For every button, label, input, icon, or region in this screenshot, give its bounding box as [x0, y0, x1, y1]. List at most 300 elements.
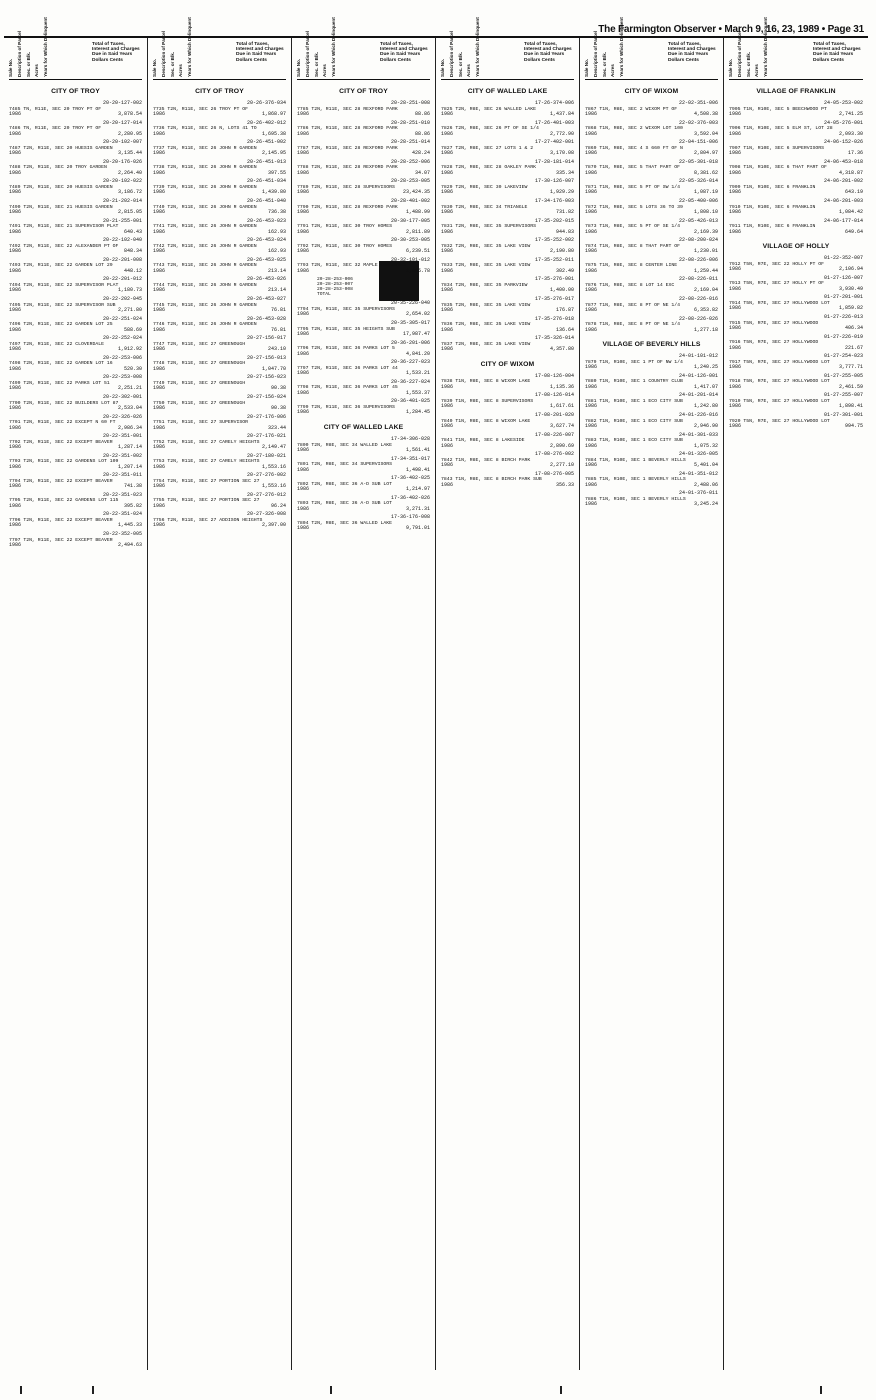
- parcel-id: 17-08-126-014: [534, 392, 574, 399]
- delinquent-year: 1986: [441, 287, 454, 294]
- delinquent-year: 1986: [585, 501, 598, 508]
- header-label: Description of Parcel: [736, 31, 742, 77]
- parcel-id: 22-08-226-026: [678, 315, 718, 322]
- parcel-id: 01-27-126-007: [823, 274, 863, 281]
- parcel-entry: [297, 140, 430, 157]
- parcel-description: 7485 TN, R11E, SEC 20 TROY PT OF: [9, 106, 102, 112]
- delinquent-year: 1986: [9, 287, 22, 294]
- delinquent-year: 1986: [153, 326, 166, 333]
- municipality-heading: CITY OF WALLED LAKE: [323, 423, 404, 431]
- parcel-description: 7705 T2N, R11E, SEC 22 GARDENS LOT 115: [9, 498, 119, 504]
- parcel-amount-row: [297, 190, 430, 196]
- delinquent-year: 1986: [441, 189, 454, 196]
- amount-due: 3,592.04: [693, 130, 718, 137]
- delinquent-year: 1986: [441, 346, 454, 353]
- parcel-description: 7914 T5N, R7E, SEC 27 HOLLYWOOD LOT: [729, 300, 830, 306]
- parcel-description: 7919 T5N, R7E, SEC 27 HOLLYWOOD LOT: [729, 398, 830, 404]
- delinquent-year: 1986: [585, 383, 598, 390]
- parcel-id: 20-22-326-026: [102, 413, 142, 420]
- parcel-id: 20-20-102-022: [102, 178, 142, 185]
- parcel-id: 01-27-201-001: [823, 294, 863, 301]
- delinquent-year: 1986: [9, 228, 22, 235]
- delinquent-year: 1986: [297, 111, 310, 117]
- parcel-entry: [585, 238, 718, 255]
- delinquent-year: 1986: [9, 444, 22, 451]
- parcel-amount-row: [9, 308, 142, 314]
- parcel-entry: [153, 258, 286, 275]
- parcel-id: 20-32-101-012: [390, 256, 430, 263]
- parcel-id-line: TOTAL: [317, 292, 331, 298]
- parcel-description: 7906 T1N, R10E, SEC 5 ELM ST, LOT 28: [729, 126, 833, 132]
- delinquent-year: 1986: [585, 287, 598, 294]
- amount-due: 2,169.39: [693, 228, 718, 235]
- parcel-description: 7803 T2N, R8E, SEC 36 A-D SUB LOT: [297, 501, 392, 507]
- amount-due: 2,169.04: [693, 287, 718, 294]
- parcel-amount-row: [441, 132, 574, 138]
- parcel-entry: [585, 258, 718, 275]
- delinquent-year: 1986: [9, 365, 22, 372]
- amount-due: 2,494.63: [117, 542, 142, 549]
- parcel-id: 17-30-126-007: [534, 178, 574, 185]
- header-label: Sale No.: [440, 58, 445, 77]
- delinquent-year: 1986: [585, 169, 598, 176]
- amount-due: 136.64: [555, 326, 574, 333]
- parcel-id: 01-27-255-005: [823, 372, 863, 379]
- parcel-entry: [441, 297, 574, 314]
- parcel-amount-row: [729, 365, 863, 371]
- parcel-description: 7905 T1N, R10E, SEC 5 BEECHWOOD PT: [729, 106, 827, 112]
- parcel-description: 7909 T1N, R10E, SEC 6 FRANKLIN: [729, 184, 816, 190]
- parcel-amount-row: [297, 249, 430, 255]
- parcel-id: 22-08-226-011: [678, 276, 718, 283]
- delinquent-year: 1986: [297, 505, 310, 512]
- parcel-id: 20-27-276-012: [246, 491, 286, 498]
- amount-due: 323.44: [267, 424, 286, 431]
- amount-due: 88.86: [414, 130, 430, 137]
- parcel-id: 20-35-226-040: [390, 300, 430, 307]
- parcel-entry: [441, 179, 574, 196]
- amount-due: 848.34: [123, 248, 142, 255]
- amount-due: 1,808.10: [693, 208, 718, 215]
- parcel-entry: [297, 496, 430, 513]
- parcel-entry: [9, 493, 142, 510]
- parcel-amount-row: [153, 132, 286, 138]
- parcel-id: 17-08-126-004: [534, 372, 574, 379]
- parcel-amount-row: [441, 444, 574, 450]
- parcel-amount-row: [729, 230, 863, 236]
- parcel-amount-row: [9, 386, 142, 392]
- parcel-description: 7756 T2N, R11E, SEC 27 ADDISON HEIGHTS: [153, 518, 263, 524]
- crop-mark: [560, 1386, 562, 1394]
- parcel-description: 7788 T2N, R11E, SEC 28 REXFORD PARK: [297, 165, 398, 171]
- parcel-id: 24-01-226-016: [678, 411, 718, 418]
- header-label: Sale No.: [728, 58, 733, 77]
- amount-due: 1,439.80: [261, 189, 286, 196]
- parcel-entry: [297, 179, 430, 196]
- delinquent-year: 1986: [153, 208, 166, 215]
- parcel-entry: [585, 160, 718, 177]
- parcel-description: 7748 T2N, R11E, SEC 27 GREENOUGH: [153, 361, 246, 367]
- amount-due: 162.93: [267, 228, 286, 235]
- parcel-amount-row: [297, 312, 430, 318]
- parcel-amount-row: [585, 132, 718, 138]
- delinquent-year: 1986: [729, 208, 742, 215]
- amount-due: 1,929.29: [549, 189, 574, 196]
- parcel-id: 24-05-276-001: [823, 119, 863, 126]
- parcel-entry: [585, 277, 718, 294]
- parcel-amount-row: [153, 406, 286, 412]
- parcel-amount-row: [441, 230, 574, 236]
- delinquent-year: 1986: [441, 422, 454, 429]
- parcel-amount-row: [297, 171, 430, 177]
- delinquent-year: 1986: [441, 208, 454, 215]
- parcel-amount-row: [585, 424, 718, 430]
- amount-due: 162.93: [267, 248, 286, 255]
- parcel-id: 20-22-202-045: [102, 295, 142, 302]
- parcel-amount-row: [153, 367, 286, 373]
- page-footer: [0, 1372, 876, 1400]
- parcel-entry: [441, 433, 574, 450]
- parcel-entry: [585, 101, 718, 118]
- amount-due: 1,230.01: [693, 248, 718, 255]
- delinquent-year: 1986: [729, 266, 742, 273]
- parcel-amount-row: [729, 287, 863, 293]
- delinquent-year: 1986: [585, 403, 598, 410]
- parcel-entry: [297, 515, 430, 532]
- parcel-amount-row: [297, 230, 430, 236]
- parcel-id: 20-21-202-014: [102, 197, 142, 204]
- amount-due: 1,533.21: [405, 370, 430, 377]
- parcel-amount-row: [297, 151, 430, 157]
- delinquent-year: 1986: [297, 150, 310, 157]
- parcel-amount-row: [585, 210, 718, 216]
- parcel-entry: [585, 317, 718, 334]
- parcel-id: 20-21-255-001: [102, 217, 142, 224]
- delinquent-year: 1986: [585, 111, 598, 117]
- parcel-description: 7886 T1N, R10E, SEC 1 BEVERLY HILLS: [585, 496, 686, 502]
- parcel-description: 7751 T2N, R11E, SEC 27 SUPERVISOR: [153, 420, 248, 426]
- parcel-entry: [585, 433, 718, 450]
- header-label: Sale No.: [584, 58, 589, 77]
- parcel-id: 17-28-181-014: [534, 158, 574, 165]
- parcel-amount-row: [297, 526, 430, 532]
- parcel-entry: [729, 315, 863, 332]
- parcel-id: 20-28-253-005: [390, 178, 430, 185]
- parcel-amount-row: [153, 347, 286, 353]
- parcel-description: 7494 T2N, R11E, SEC 22 SUPERVISOR PLAT: [9, 282, 119, 288]
- parcel-entry: [297, 457, 430, 474]
- amount-due: 1,240.25: [693, 364, 718, 371]
- amount-due: 96.24: [270, 502, 286, 509]
- parcel-amount-row: [297, 410, 430, 416]
- parcel-description: 7907 T1N, R10E, SEC 6 SUPERVISORS: [729, 145, 824, 151]
- header-total-label: Total of Taxes, Interest and Charges Due in Said Years Dollars Cents: [813, 42, 861, 63]
- parcel-description: 7793 T2N, R11E, SEC 32 MAPLE CONCOURSE: [297, 263, 407, 269]
- header-total-label: Total of Taxes, Interest and Charges Due in Said Years Dollars Cents: [668, 42, 716, 63]
- parcel-entry: [9, 219, 142, 236]
- delinquent-year: 1986: [297, 248, 310, 255]
- parcel-entry: [441, 101, 574, 118]
- delinquent-year: 1986: [9, 248, 22, 255]
- parcel-id: 20-22-351-002: [102, 452, 142, 459]
- parcel-entry: [9, 297, 142, 314]
- header-label: Years for Which Delinquent: [331, 17, 337, 77]
- delinquent-year: 1986: [441, 442, 454, 449]
- amount-due: 213.14: [267, 287, 286, 294]
- amount-due: 2,946.90: [693, 422, 718, 429]
- parcel-amount-row: [441, 424, 574, 430]
- parcel-amount-row: [153, 465, 286, 471]
- parcel-entry: [153, 238, 286, 255]
- parcel-description: 7910 T1N, R10E, SEC 6 FRANKLIN: [729, 204, 816, 210]
- parcel-amount-row: [441, 112, 574, 118]
- amount-due: 4,318.87: [838, 169, 863, 176]
- parcel-description: 7498 T2N, R11E, SEC 22 GARDEN LOT 16: [9, 361, 113, 367]
- parcel-id-line: 20-28-253-006: [317, 277, 353, 283]
- delinquent-year: 1986: [153, 169, 166, 176]
- parcel-amount-row: [729, 171, 863, 177]
- parcel-amount-row: [729, 326, 863, 332]
- parcel-description: 7738 T2N, R11E, SEC 26 JOHN R GARDEN: [153, 165, 257, 171]
- parcel-id: 17-34-306-028: [390, 435, 430, 442]
- parcel-description: 7786 T2N, R11E, SEC 28 REXFORD PARK: [297, 126, 398, 132]
- parcel-id: 01-27-254-023: [823, 353, 863, 360]
- delinquent-year: 1986: [9, 208, 22, 215]
- parcel-description: 7801 T2N, R8E, SEC 34 SUPERVISORS: [297, 462, 392, 468]
- parcel-amount-row: [9, 112, 142, 118]
- parcel-amount-row: [585, 502, 718, 508]
- parcel-amount-row: [585, 190, 718, 196]
- parcel-description: 7908 T1N, R10E, SEC 6 THAT PART OF: [729, 165, 827, 171]
- delinquent-year: 1986: [9, 404, 22, 411]
- amount-due: 2,093.30: [838, 130, 863, 137]
- parcel-id: 20-27-156-023: [246, 374, 286, 381]
- amount-due: 395.82: [123, 502, 142, 509]
- parcel-description: 7868 T1N, R8E, SEC 2 WIXOM LOT 100: [585, 126, 683, 132]
- parcel-id: 20-26-453-026: [246, 276, 286, 283]
- header-label: Years for Which Delinquent: [187, 17, 193, 77]
- parcel-entry: [297, 121, 430, 138]
- parcel-entry: [729, 140, 863, 157]
- parcel-description: 7490 T2N, R11E, SEC 21 HUESIS GARDEN: [9, 204, 113, 210]
- amount-due: 90.38: [270, 404, 286, 411]
- parcel-description: 7880 T1N, R10E, SEC 1 COUNTRY CLUB: [585, 379, 683, 385]
- header-label: Sale No.: [8, 58, 13, 77]
- parcel-amount-row: [729, 424, 863, 430]
- parcel-amount-row: [9, 504, 142, 510]
- amount-due: 1,561.41: [405, 446, 430, 453]
- parcel-entry: [9, 140, 142, 157]
- parcel-entry: [297, 341, 430, 358]
- parcel-amount-row: [297, 210, 430, 216]
- amount-due: 3,930.49: [838, 285, 863, 292]
- parcel-id: 01-27-226-019: [823, 333, 863, 340]
- delinquent-year: 1986: [9, 522, 22, 529]
- header-label: Years for Which Delinquent: [619, 17, 625, 77]
- parcel-description: 7796 T2N, R11E, SEC 36 PARKS LOT 5: [297, 346, 395, 352]
- parcel-entry: [9, 395, 142, 412]
- municipality-heading: VILLAGE OF BEVERLY HILLS: [602, 341, 701, 349]
- parcel-entry: [153, 473, 286, 490]
- parcel-entry: [9, 454, 142, 471]
- parcel-id: 20-26-453-027: [246, 295, 286, 302]
- parcel-description: 7873 T1N, R8E, SEC 5 PT OF SE 1/4: [585, 224, 680, 230]
- parcel-entry: [153, 101, 286, 118]
- parcel-entry: [297, 360, 430, 377]
- parcel-description: 7828 T2N, R8E, SEC 28 OAKLEY PARK: [441, 165, 536, 171]
- parcel-entry: [441, 374, 574, 391]
- parcel-entry: [9, 532, 142, 549]
- delinquent-year: 1986: [729, 111, 742, 117]
- parcel-id: 20-22-253-006: [102, 354, 142, 361]
- parcel-description: 7755 T2N, R11E, SEC 27 PORTION SEC 27: [153, 498, 260, 504]
- delinquent-year: 1986: [729, 344, 742, 351]
- municipality-heading: CITY OF TROY: [339, 88, 388, 95]
- delinquent-year: 1986: [297, 389, 310, 396]
- amount-due: 1,242.80: [693, 403, 718, 410]
- amount-due: 302.49: [555, 267, 574, 274]
- parcel-description: 7881 T1N, R10E, SEC 1 ECO CITY SUB: [585, 398, 683, 404]
- parcel-amount-row: [441, 288, 574, 294]
- parcel-entry: [585, 354, 718, 371]
- amount-due: 640.43: [123, 228, 142, 235]
- delinquent-year: 1986: [441, 306, 454, 313]
- parcel-entry: [729, 393, 863, 410]
- parcel-description: 7754 T2N, R11E, SEC 27 PORTION SEC 27: [153, 478, 260, 484]
- amount-due: 1,498.41: [405, 466, 430, 473]
- parcel-entry: [729, 121, 863, 138]
- amount-due: 649.64: [844, 228, 863, 235]
- listing-column: [148, 17, 292, 1370]
- parcel-amount-row: [297, 448, 430, 454]
- parcel-entry: [153, 140, 286, 157]
- amount-due: 213.14: [267, 267, 286, 274]
- delinquent-year: 1986: [297, 409, 310, 416]
- parcel-amount-row: [441, 483, 574, 489]
- amount-due: 1,695.38: [261, 130, 286, 137]
- parcel-id: 20-22-351-011: [102, 472, 142, 479]
- parcel-description: 7787 T2N, R11E, SEC 28 REXFORD PARK: [297, 145, 398, 151]
- parcel-description: 7745 T2N, R11E, SEC 26 JOHN R GARDEN: [153, 302, 257, 308]
- parcel-id: 24-06-453-018: [823, 158, 863, 165]
- amount-due: 1,087.19: [693, 189, 718, 196]
- parcel-description: 7744 T2N, R11E, SEC 26 JOHN R GARDEN: [153, 282, 257, 288]
- parcel-id: 20-26-451-002: [246, 139, 286, 146]
- parcel-description: 7879 T1N, R10E, SEC 1 PT OF NW 1/4: [585, 359, 683, 365]
- listing-column: [436, 17, 580, 1370]
- header-label: Description of Parcel: [448, 31, 454, 77]
- delinquent-year: 1986: [153, 404, 166, 411]
- parcel-id: 22-08-226-006: [678, 256, 718, 263]
- parcel-entry: [729, 256, 863, 273]
- parcel-amount-row: [585, 151, 718, 157]
- delinquent-year: 1986: [441, 111, 454, 117]
- delinquent-year: 1986: [441, 326, 454, 333]
- header-total-label: Total of Taxes, Interest and Charges Due in Said Years Dollars Cents: [92, 42, 140, 63]
- parcel-entry: [153, 297, 286, 314]
- parcel-id: 22-05-326-014: [678, 178, 718, 185]
- parcel-amount-row: [441, 249, 574, 255]
- parcel-entry: [441, 121, 574, 138]
- parcel-entry: [9, 121, 142, 138]
- delinquent-year: 1986: [585, 130, 598, 137]
- parcel-entry: [441, 199, 574, 216]
- parcel-id: 20-26-453-024: [246, 237, 286, 244]
- parcel-id: 20-27-176-021: [246, 433, 286, 440]
- amount-due: 2,811.89: [405, 228, 430, 235]
- amount-due: 448.12: [123, 267, 142, 274]
- parcel-id: 20-22-253-008: [102, 374, 142, 381]
- parcel-id: 22-05-301-018: [678, 158, 718, 165]
- amount-due: 2,461.59: [838, 383, 863, 390]
- parcel-entry: [9, 512, 142, 529]
- parcel-amount-row: [441, 404, 574, 410]
- parcel-description: 7486 TN, R11E, SEC 20 TROY PT OF: [9, 126, 102, 132]
- parcel-description: 7826 T2N, R8E, SEC 26 PT OF SE 1/4: [441, 126, 539, 132]
- delinquent-year: 1986: [297, 189, 310, 196]
- masthead-text: The Farmington Observer • March 9, 16, 23, 1989 • Page 31: [598, 24, 864, 35]
- parcel-id: 17-26-374-006: [534, 100, 574, 106]
- parcel-id: 20-26-453-025: [246, 256, 286, 263]
- delinquent-year: 1986: [585, 462, 598, 469]
- delinquent-year: 1986: [729, 364, 742, 371]
- parcel-amount-row: [585, 463, 718, 469]
- amount-due: 3,245.24: [693, 501, 718, 508]
- parcel-description: 7827 T2N, R8E, SEC 27 LOTS 1 & 2: [441, 145, 534, 151]
- parcel-description: 7876 T1N, R8E, SEC 8 LOT 14 EXC: [585, 282, 675, 288]
- parcel-description: 7785 T2N, R11E, SEC 28 REXFORD PARK: [297, 106, 398, 112]
- parcel-amount-row: [9, 543, 142, 549]
- amount-due: 2,815.05: [117, 208, 142, 215]
- parcel-amount-row: [9, 465, 142, 471]
- parcel-id: 17-35-202-015: [534, 217, 574, 224]
- parcel-description: 7790 T2N, R11E, SEC 28 REXFORD PARK: [297, 204, 398, 210]
- parcel-description: 7495 T2N, R11E, SEC 22 SUPERVISOR SUB: [9, 302, 116, 308]
- parcel-entry: [585, 179, 718, 196]
- delinquent-year: 1986: [585, 150, 598, 157]
- parcel-id: 17-08-276-005: [534, 470, 574, 477]
- parcel-amount-row: [297, 391, 430, 397]
- parcel-amount-row: [153, 504, 286, 510]
- parcel-id: 17-35-326-014: [534, 335, 574, 342]
- parcel-entry: [729, 219, 863, 236]
- municipality-heading: CITY OF WALLED LAKE: [467, 88, 548, 95]
- parcel-id: 20-27-326-008: [246, 511, 286, 518]
- amount-due: 1,135.36: [549, 383, 574, 390]
- parcel-amount-row: [153, 484, 286, 490]
- amount-due: 1,912.92: [117, 346, 142, 353]
- delinquent-year: 1986: [153, 150, 166, 157]
- parcel-entry: [585, 121, 718, 138]
- municipality-heading: CITY OF TROY: [195, 88, 244, 95]
- parcel-entry: [441, 452, 574, 469]
- parcel-description: 7742 T2N, R11E, SEC 26 JOHN R GARDEN: [153, 243, 257, 249]
- parcel-entry: [9, 277, 142, 294]
- parcel-id: 20-27-156-024: [246, 393, 286, 400]
- amount-due: 8,381.62: [693, 169, 718, 176]
- parcel-amount-row: [9, 171, 142, 177]
- parcel-entry: [153, 454, 286, 471]
- amount-due: 6,239.51: [405, 248, 430, 255]
- parcel-description: 7795 T2N, R11E, SEC 35 HEIGHTS SUB: [297, 326, 395, 332]
- parcel-id: 20-22-351-001: [102, 433, 142, 440]
- amount-due: 1,868.97: [261, 111, 286, 117]
- header-total-label: Total of Taxes, Interest and Charges Due in Said Years Dollars Cents: [380, 42, 428, 63]
- delinquent-year: 1986: [729, 189, 742, 196]
- parcel-id: 17-27-402-001: [534, 139, 574, 146]
- parcel-entry: [585, 491, 718, 508]
- header-total-label: Total of Taxes, Interest and Charges Due in Said Years Dollars Cents: [236, 42, 284, 63]
